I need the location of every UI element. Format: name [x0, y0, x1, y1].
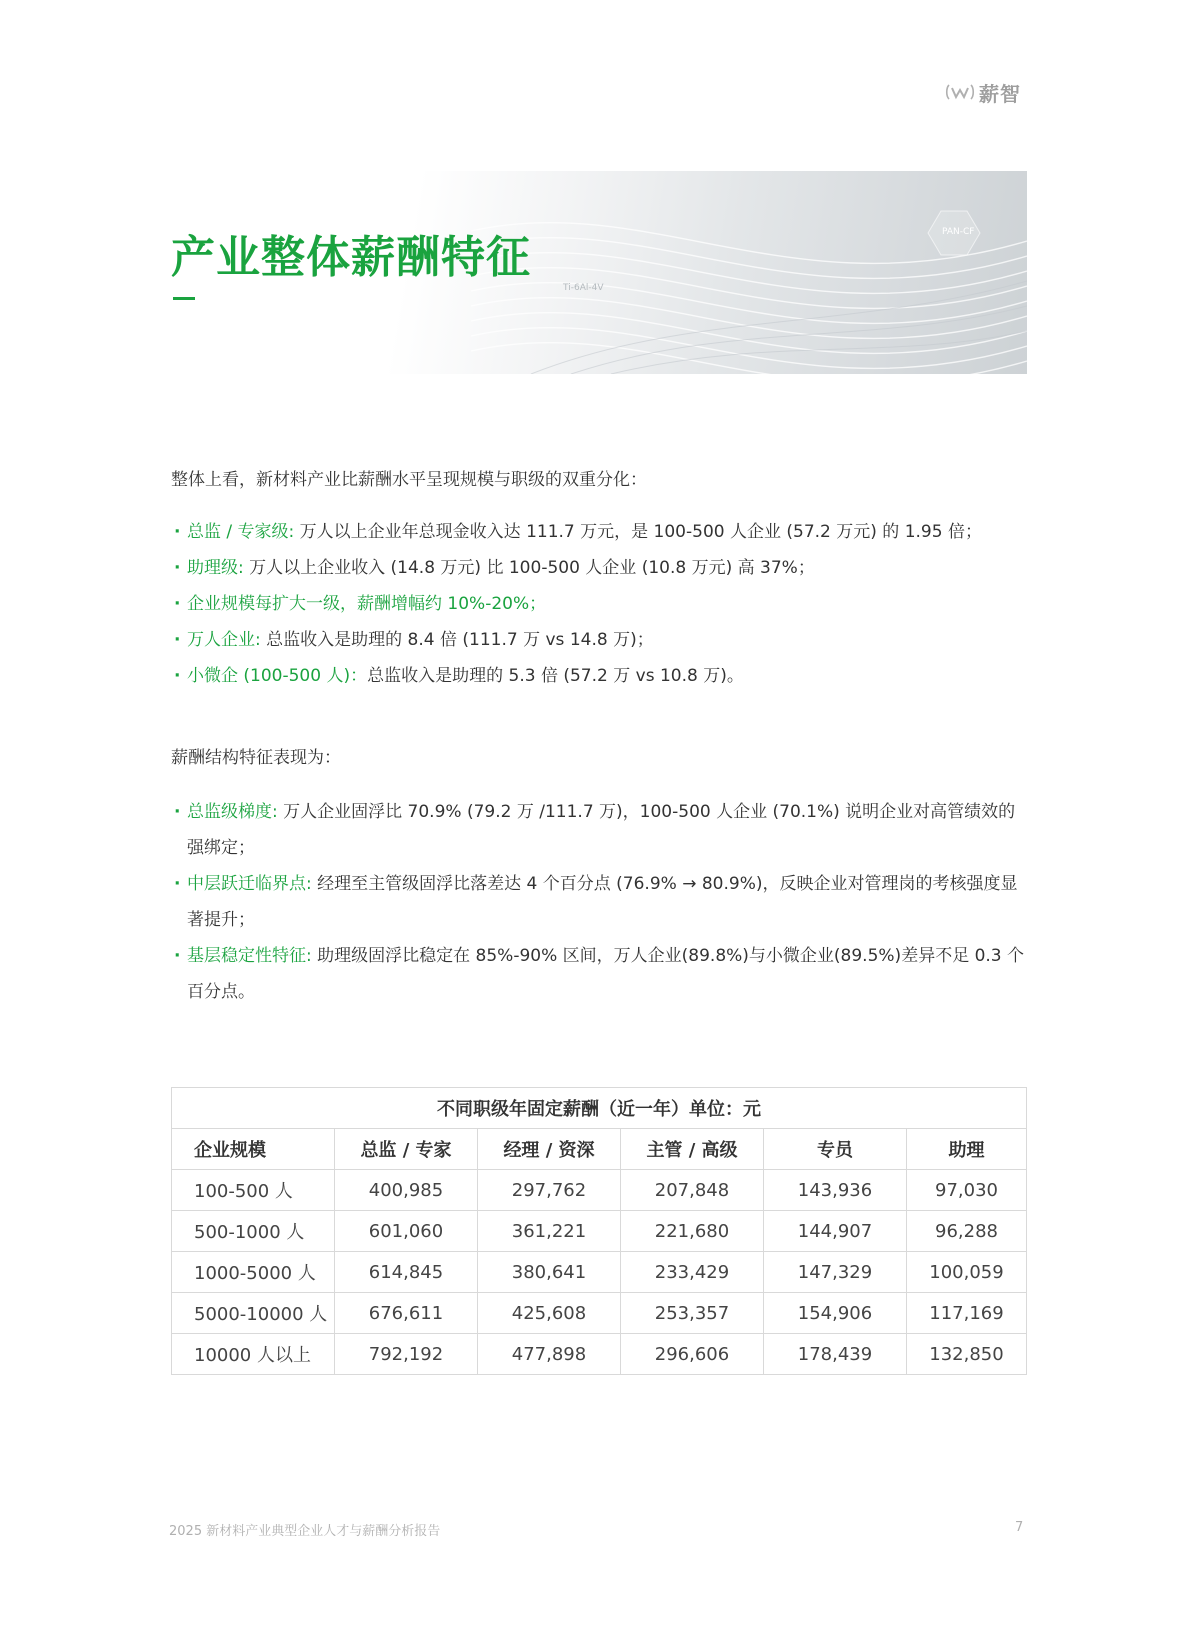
table-row — [172, 1170, 1027, 1211]
item-highlight: 基层稳定性特征: — [187, 946, 312, 966]
footer-report-title: 2025 新材料产业典型企业人才与薪酬分析报告 — [169, 1524, 441, 1539]
item-highlight: 助理级: — [187, 558, 244, 578]
table-cell: 117,169 — [907, 1293, 1027, 1334]
table-cell: 5000-10000 人 — [172, 1293, 335, 1334]
table-row — [172, 1211, 1027, 1252]
list-item — [171, 586, 1031, 622]
list-item — [171, 866, 1031, 938]
table-cell: 10000 人以上 — [172, 1334, 335, 1375]
item-highlight: 总监级梯度: — [187, 802, 278, 822]
table-caption: 不同职级年固定薪酬（近一年）单位：元 — [172, 1088, 1027, 1129]
section-intro: 薪酬结构特征表现为： — [171, 748, 341, 768]
hero-banner — [171, 171, 1027, 374]
salary-table — [171, 1087, 1027, 1375]
column-header: 专员 — [764, 1129, 907, 1170]
table-cell: 96,288 — [907, 1211, 1027, 1252]
table-row — [172, 1334, 1027, 1375]
item-text: 万人以上企业年总现金收入达 111.7 万元，是 100-500 人企业 (57.2 万元) 的 1.95 倍； — [294, 522, 982, 542]
table-cell: 297,762 — [478, 1170, 621, 1211]
table-cell: 154,906 — [764, 1293, 907, 1334]
table-cell: 178,439 — [764, 1334, 907, 1375]
table-cell: 144,907 — [764, 1211, 907, 1252]
table-cell: 400,985 — [335, 1170, 478, 1211]
column-header: 主管 / 高级 — [621, 1129, 764, 1170]
list-item — [171, 514, 1031, 550]
item-highlight: 企业规模每扩大一级，薪酬增幅约 10%-20%； — [187, 594, 547, 614]
table-cell: 100-500 人 — [172, 1170, 335, 1211]
list-item — [171, 938, 1031, 1010]
item-text: 总监收入是助理的 5.3 倍 (57.2 万 vs 10.8 万)。 — [367, 666, 744, 686]
scale-findings-list — [171, 514, 1031, 694]
table-cell: 425,608 — [478, 1293, 621, 1334]
table-row — [172, 1293, 1027, 1334]
item-highlight: 总监 / 专家级: — [187, 522, 295, 542]
table-cell: 233,429 — [621, 1252, 764, 1293]
table-cell: 207,848 — [621, 1170, 764, 1211]
item-text: 万人企业固浮比 70.9% (79.2 万 /111.7 万)，100-500 人企业 (70.1%) 说明企业对高管绩效的强绑定； — [187, 802, 1016, 858]
logo-text: 薪智 — [979, 81, 1021, 106]
list-item — [171, 550, 1031, 586]
table-caption-row — [172, 1088, 1027, 1129]
table-cell: 361,221 — [478, 1211, 621, 1252]
column-header: 经理 / 资深 — [478, 1129, 621, 1170]
table-cell: 253,357 — [621, 1293, 764, 1334]
table-cell: 500-1000 人 — [172, 1211, 335, 1252]
table-row — [172, 1252, 1027, 1293]
item-highlight: 中层跃迁临界点: — [187, 874, 312, 894]
item-highlight: 小微企 (100-500 人)： — [187, 666, 368, 686]
structure-findings-list — [171, 794, 1031, 1010]
table-cell: 477,898 — [478, 1334, 621, 1375]
list-item — [171, 622, 1031, 658]
brand-mark-icon — [945, 82, 975, 102]
column-header: 助理 — [907, 1129, 1027, 1170]
table-cell: 380,641 — [478, 1252, 621, 1293]
table-header-row — [172, 1129, 1027, 1170]
item-text: 总监收入是助理的 8.4 倍 (111.7 万 vs 14.8 万)； — [260, 630, 654, 650]
item-highlight: 万人企业: — [187, 630, 261, 650]
column-header: 总监 / 专家 — [335, 1129, 478, 1170]
item-text: 万人以上企业收入 (14.8 万元) 比 100-500 人企业 (10.8 万元) 高 37%； — [243, 558, 815, 578]
table-cell: 132,850 — [907, 1334, 1027, 1375]
table-cell: 97,030 — [907, 1170, 1027, 1211]
table-cell: 296,606 — [621, 1334, 764, 1375]
hero-tag-material: Ti-6Al-4V — [563, 283, 604, 293]
table-cell: 676,611 — [335, 1293, 478, 1334]
brand-logo — [945, 78, 1045, 106]
page-title: 产业整体薪酬特征 — [171, 232, 531, 283]
title-underline — [173, 297, 195, 300]
table-cell: 601,060 — [335, 1211, 478, 1252]
table-cell: 792,192 — [335, 1334, 478, 1375]
table-cell: 100,059 — [907, 1252, 1027, 1293]
item-text: 经理至主管级固浮比落差达 4 个百分点 (76.9% → 80.9%)，反映企业对管理岗的考核强度显著提升； — [187, 874, 1018, 930]
table-cell: 143,936 — [764, 1170, 907, 1211]
hero-tag-fiber: PAN-CF — [942, 227, 975, 237]
item-text: 助理级固浮比稳定在 85%-90% 区间，万人企业(89.8%)与小微企业(89.5%)差异不足 0.3 个百分点。 — [187, 946, 1025, 1002]
table-cell: 221,680 — [621, 1211, 764, 1252]
section-intro: 整体上看，新材料产业比薪酬水平呈现规模与职级的双重分化： — [171, 470, 647, 490]
table-cell: 147,329 — [764, 1252, 907, 1293]
table-cell: 1000-5000 人 — [172, 1252, 335, 1293]
list-item — [171, 658, 1031, 694]
page-number: 7 — [1015, 1520, 1024, 1535]
list-item — [171, 794, 1031, 866]
table-cell: 614,845 — [335, 1252, 478, 1293]
column-header: 企业规模 — [172, 1129, 335, 1170]
